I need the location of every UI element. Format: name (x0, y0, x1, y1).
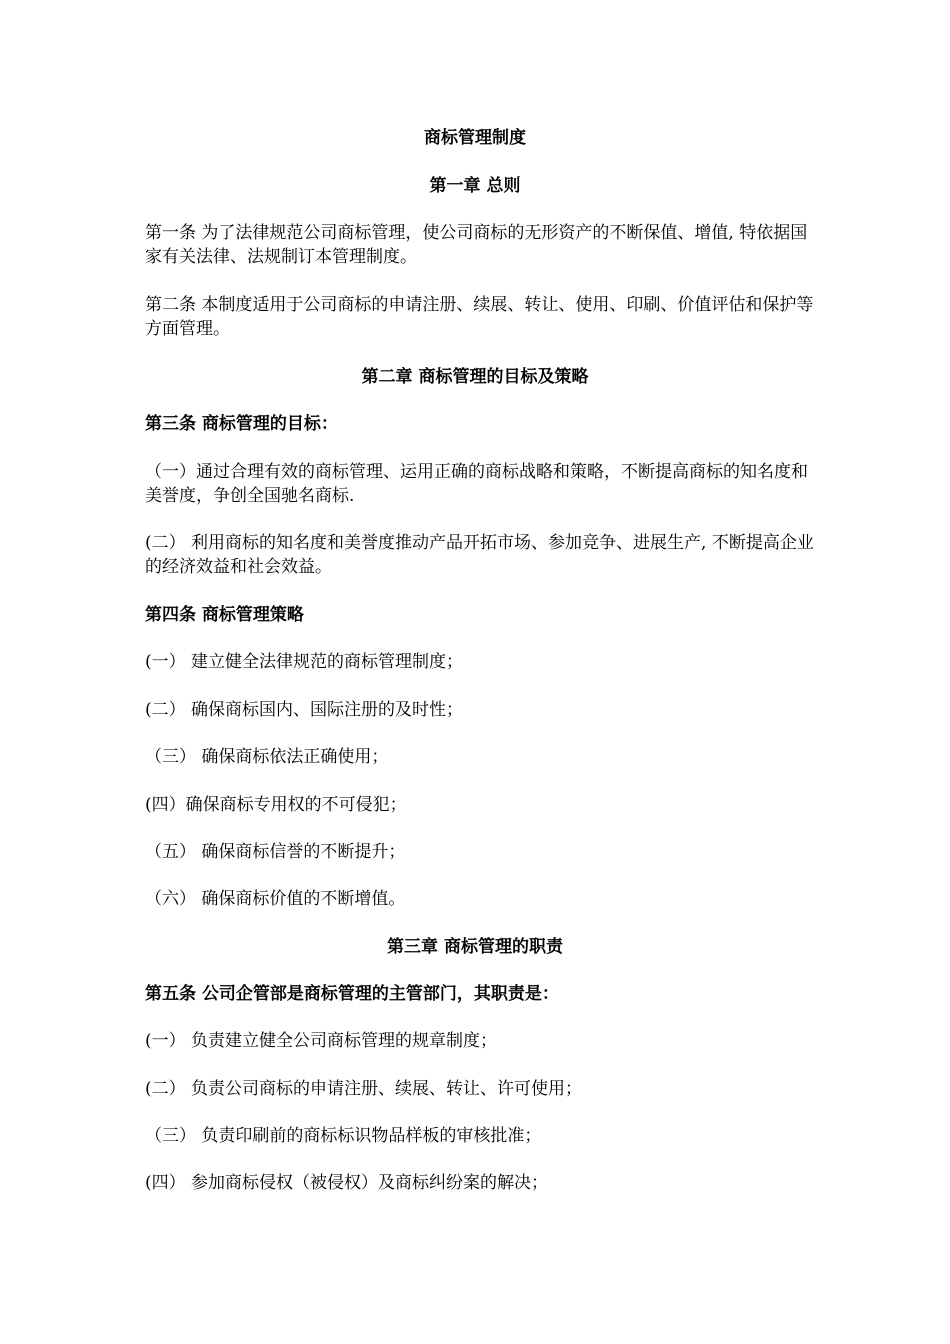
article-5-item: (二） 负责公司商标的申请注册、续展、转让、许可使用； (145, 1079, 583, 1099)
article-2-paragraph: 第二条 本制度适用于公司商标的申请注册、续展、转让、使用、印刷、价值评估和保护等方面管理。 (145, 295, 814, 339)
article-1-paragraph: 第一条 为了法律规范公司商标管理，使公司商标的无形资产的不断保值、增值, 特依据国家有关法律、法规制订本管理制度。 (145, 223, 808, 267)
chapter-1-heading: 第一章 总则 (429, 176, 521, 196)
article-4-item: （六） 确保商标价值的不断增值。 (145, 889, 406, 909)
article-4-item: （五） 确保商标信誉的不断提升； (145, 842, 406, 862)
article-4-item: (二） 确保商标国内、国际注册的及时性； (145, 700, 464, 720)
document-title: 商标管理制度 (424, 128, 526, 148)
chapter-3-heading: 第三章 商标管理的职责 (387, 937, 563, 957)
article-5-item: (一） 负责建立健全公司商标管理的规章制度； (145, 1031, 498, 1051)
article-3-item: （一）通过合理有效的商标管理、运用正确的商标战略和策略，不断提高商标的知名度和美誉度，争创全国驰名商标. (145, 462, 808, 506)
chapter-2-heading: 第二章 商标管理的目标及策略 (361, 367, 589, 387)
article-3-heading: 第三条 商标管理的目标： (145, 414, 338, 434)
article-5-item: (四） 参加商标侵权（被侵权）及商标纠纷案的解决； (145, 1173, 549, 1193)
article-4-item: (四）确保商标专用权的不可侵犯； (145, 795, 407, 815)
article-4-heading: 第四条 商标管理策略 (145, 605, 304, 625)
article-4-item: （三） 确保商标依法正确使用； (145, 747, 389, 767)
article-3-item: (二） 利用商标的知名度和美誉度推动产品开拓市场、参加竞争、进展生产, 不断提高企业的经济效益和社会效益。 (145, 533, 814, 577)
article-4-item: (一） 建立健全法律规范的商标管理制度； (145, 652, 464, 672)
article-5-heading: 第五条 公司企管部是商标管理的主管部门，其职责是： (145, 984, 559, 1004)
article-5-item: （三） 负责印刷前的商标标识物品样板的审核批准； (145, 1126, 542, 1146)
